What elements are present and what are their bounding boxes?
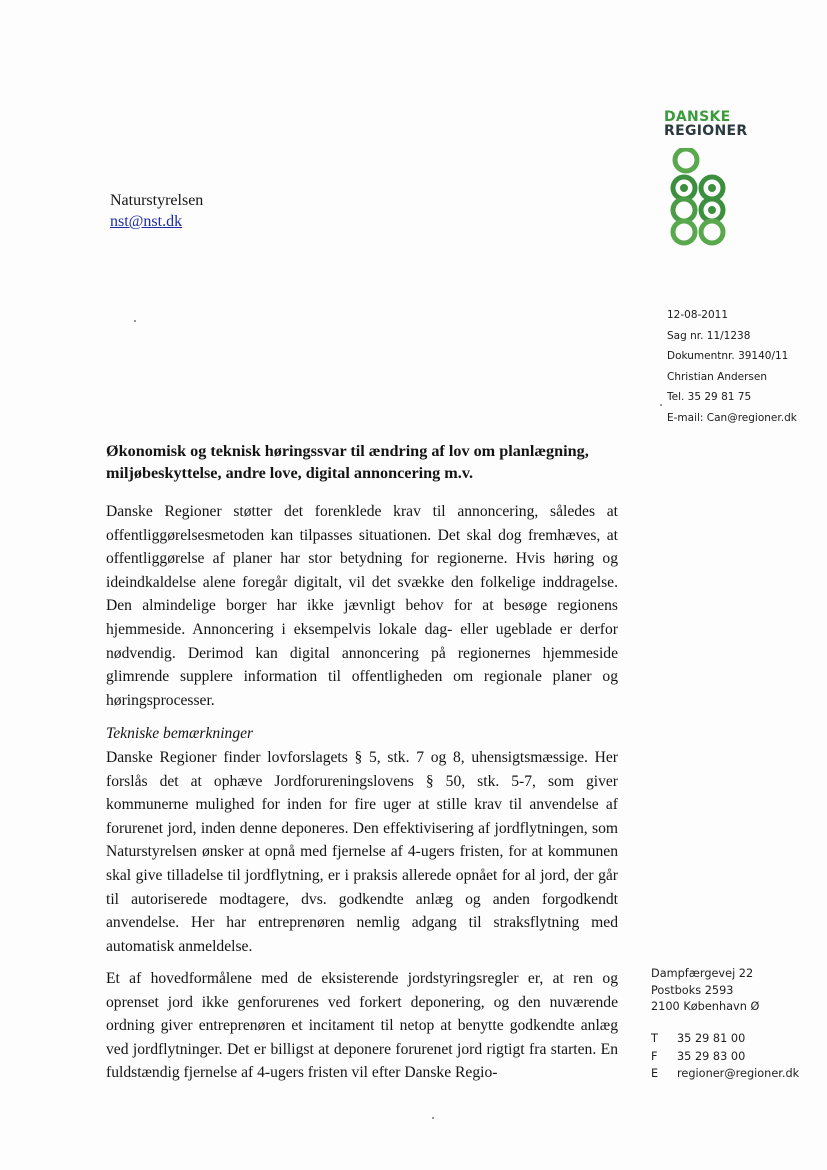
recipient-name: Naturstyrelsen xyxy=(110,192,204,209)
heading-line-1: Økonomisk og teknisk høringssvar til ændring af lov om planlægning, xyxy=(106,442,589,460)
regions-rings-icon xyxy=(666,148,730,266)
heading-line-2: miljøbeskyttelse, andre love, digital annoncering m.v. xyxy=(106,464,474,482)
address-pobox: Postboks 2593 xyxy=(651,983,734,997)
recipient-email-link[interactable]: nst@nst.dk xyxy=(110,213,183,230)
document-meta xyxy=(667,305,797,429)
paragraph-technical: Danske Regioner finder lovforslagets § 5, stk. 7 og 8, uhensigtsmæssige. Her forslås det at ophæve Jordforureningslovens § 50, stk. 5-7, som giver kommunerne mulighed for inden for fire uger at stille krav til anvendelse af forurenet jord, inden denne deponeres. Den effektivisering af jordflytningen, som Naturstyrelsen ønsker at opnå med fjernelse af 4-ugers fristen, for at kommunen skal give tilladelse til jordflytning, er i praksis allerede opnået for al jord, der går til autoriserede modtagere, dvs. godkendte anlæg og anden forgodkendt anvendelse. Her har entreprenøren nemlig adgang til straksflytning med automatisk anmeldelse. xyxy=(106,749,618,955)
meta-document-number: Dokumentnr. 39140/11 xyxy=(667,350,789,363)
meta-case-number: Sag nr. 11/1238 xyxy=(667,329,751,342)
address-street: Dampfærgevej 22 xyxy=(651,967,754,980)
meta-phone: Tel. 35 29 81 75 xyxy=(667,391,752,404)
letter-heading xyxy=(106,440,616,484)
recipient-block xyxy=(110,190,203,232)
meta-person: Christian Andersen xyxy=(667,370,768,383)
meta-email: E-mail: Can@regioner.dk xyxy=(667,411,797,424)
contact-value: 35 29 83 00 xyxy=(677,1049,746,1063)
logo-line-2: REGIONER xyxy=(664,123,748,139)
sender-address xyxy=(651,966,759,1016)
contact-value: regioner@regioner.dk xyxy=(677,1067,800,1080)
section-heading-technical: Tekniske bemærkninger xyxy=(106,725,254,742)
logo-line-1: DANSKE xyxy=(664,109,731,125)
scan-speck xyxy=(432,1117,434,1119)
contact-value: 35 29 81 00 xyxy=(677,1032,746,1045)
contact-row-phone xyxy=(651,1030,799,1048)
paragraph-annoncering: Danske Regioner støtter det forenklede krav til annoncering, således at offentliggørelsesmetoden kan tilpasses situationen. Det skal dog fremhæves, at offentliggørelse af planer har stor betydning for regionerne. Hvis høring og ideindkaldelse alene foregår digitalt, vil det svække den folkelige inddragelse. Den almindelige borger har ikke jævnligt behov for at besøge regionens hjemmeside. Annoncering i eksempelvis lokale dag- eller ugeblade er derfor nødvendig. Derimod kan digital annoncering på regionernes hjemmeside glimrende supplere information til offentligheden om regionale planer og høringsprocesser. xyxy=(106,503,618,709)
scan-speck xyxy=(660,404,662,406)
contact-label: E xyxy=(651,1067,659,1080)
contact-row-email xyxy=(651,1065,799,1083)
scan-speck xyxy=(134,320,136,322)
sender-contacts xyxy=(651,1030,799,1083)
contact-label: T xyxy=(651,1032,658,1045)
address-city: 2100 København Ø xyxy=(651,1000,760,1013)
meta-date: 12-08-2011 xyxy=(667,309,729,321)
contact-row-fax xyxy=(651,1048,799,1066)
paragraph-purpose: Et af hovedformålene med de eksisterende jordstyringsregler er, at ren og oprenset jord ikke genforurenes ved forkert deponering, og den nuværende ordning giver entreprenøren et incitament til netop at benytte godkendte anlæg ved jordflytninger. Det er billigst at deponere forurenet jord rigtigt fra starten. En fuldstændig fjernelse af 4-ugers fristen vil efter Danske Regio- xyxy=(106,970,618,1082)
contact-label: F xyxy=(651,1049,658,1063)
danske-regioner-logo xyxy=(664,110,764,138)
